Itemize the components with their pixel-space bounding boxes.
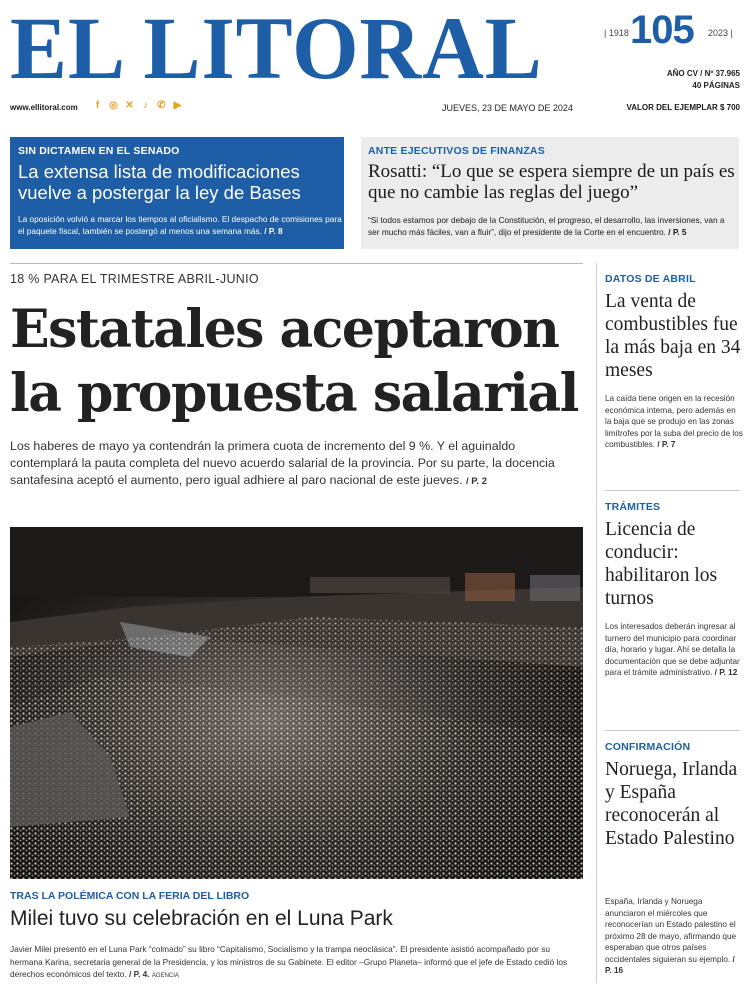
bottom-story-headline[interactable]: Milei tuvo su celebración en el Luna Park [10,907,393,930]
issue-info [667,68,740,92]
info-bar [10,100,740,116]
whatsapp-icon[interactable]: ✆ [157,100,166,111]
sidebar-story-3-summary [605,896,743,977]
social-icons [92,100,183,111]
page-ref: / P. 8 [264,226,283,236]
story-headline[interactable]: La extensa lista de modificaciones vuelve a postergar la ley de Bases [18,161,301,203]
summary-text: España, Irlanda y Noruega anunciaron el miércoles que reconocerían un Estado palestino el próximo 28 de mayo, afirmando que esperaban que otros países occidentales siguieran su ejemplo. [605,897,737,964]
summary-text: “Si todos estamos por debajo de la Constitución, el progreso, el desarrollo, las inversiones, van a ser mucho más fáciles, van a fluir”, dijo el presidente de la Corte en el encuentro. [368,215,725,237]
page-ref: / P. 2 [466,476,487,487]
issue-price: VALOR DEL EJEMPLAR $ 700 [626,103,740,112]
anniversary-number: 105 [630,8,694,52]
bottom-story-kicker: TRAS LA POLÉMICA CON LA FERIA DEL LIBRO [10,890,250,902]
main-story-kicker: 18 % PARA EL TRIMESTRE ABRIL-JUNIO [10,272,259,286]
top-story-left[interactable] [10,137,344,249]
summary-text: Javier Milei presentó en el Luna Park “colmado” su libro “Capitalismo, Socialismo y la trampa neoclásica”. El presidente asistió acompañado por su hermana Karina, secretaria general de la Presidencia, y los ministros de su Gabinete. El editor –Grupo Planeta– informó que el jefe de Estado cedió los derechos económicos del texto. [10,944,568,979]
page-ref: / P. 7 [657,440,676,449]
youtube-icon[interactable]: ▶ [173,100,182,111]
page-ref: / P. 4. [129,969,150,979]
sidebar-story-1-kicker: DATOS DE ABRIL [605,273,696,285]
main-story-summary [10,438,585,490]
anniversary-end: 2023 | [708,28,733,38]
site-link[interactable]: www.ellitoral.com [10,103,78,112]
summary-text: Los haberes de mayo ya contendrán la primera cuota de incremento del 9 %. Y el aguinaldo contemplará la pauta completa del nuevo acuerdo salarial de la provincia. Por su parte, la docencia santafesina aceptó el aumento, pero igual adhiere al paro nacional de este jueves. [10,439,555,487]
headline-line-2: la propuesta salarial [10,363,578,424]
x-icon[interactable]: ✕ [125,100,134,111]
masthead-logo: EL LITORAL [10,0,543,98]
sidebar-divider [605,730,740,731]
story-summary [368,214,734,238]
tiktok-icon[interactable]: ♪ [143,100,148,111]
summary-text: La caída tiene origen en la recesión económica interna, pero además en la baja que se produjo en las zonas limítrofes por la suba del precio de los combustibles. [605,394,743,449]
headline-line-1: Estatales aceptaron [10,299,559,360]
story-headline[interactable]: Rosatti: “Lo que se espera siempre de un país es que no cambie las reglas del juego” [368,161,735,203]
summary-text: Los interesados deberán ingresar al turnero del municipio para coordinar día, horario y lugar. Ahí se detalla la documentación que se debe adjuntar para el trámite administrativo. [605,622,740,677]
page-count: 40 PÁGINAS [692,81,740,90]
crowd-image [10,527,583,879]
sidebar-story-2-kicker: TRÁMITES [605,501,661,513]
story-kicker: ANTE EJECUTIVOS DE FINANZAS [368,145,545,157]
main-story-headline[interactable] [10,298,595,426]
summary-text: La oposición volvió a marcar los tiempos al oficialismo. El despacho de comisiones para el paquete fiscal, también se postergó al menos una semana más. [18,214,342,236]
sidebar-story-3-headline[interactable]: Noruega, Irlanda y España reconocerán al Estado Palestino [605,759,738,849]
edition-date: JUEVES, 23 DE MAYO DE 2024 [442,103,573,113]
top-story-right[interactable] [361,137,739,249]
sidebar-story-3-kicker: CONFIRMACIÓN [605,741,691,753]
facebook-icon[interactable]: f [95,100,100,111]
sidebar-story-1-headline[interactable]: La venta de combustibles fue la más baja en 34 meses [605,291,741,381]
issue-number: AÑO CV / Nº 37.965 [666,69,740,78]
story-summary [18,213,342,237]
section-divider [10,263,583,264]
page-ref: / P. 16 [605,954,735,975]
sidebar-divider [605,490,740,491]
concert-crowd-photo[interactable] [10,527,583,879]
bottom-story-summary [10,943,584,983]
anniversary-badge [604,8,742,58]
sidebar-story-1-summary [605,393,743,451]
story-kicker: SIN DICTAMEN EN EL SENADO [18,145,180,157]
sidebar-story-2-summary [605,621,743,679]
anniversary-start: | 1918 [604,28,629,38]
instagram-icon[interactable]: ◎ [109,100,118,111]
photo-credit: AGENCIA [151,973,179,979]
page-ref: / P. 5 [668,227,687,237]
sidebar-story-2-headline[interactable]: Licencia de conducir: habilitaron los turnos [605,519,718,609]
page-ref: / P. 12 [714,668,738,677]
column-divider [596,263,597,983]
